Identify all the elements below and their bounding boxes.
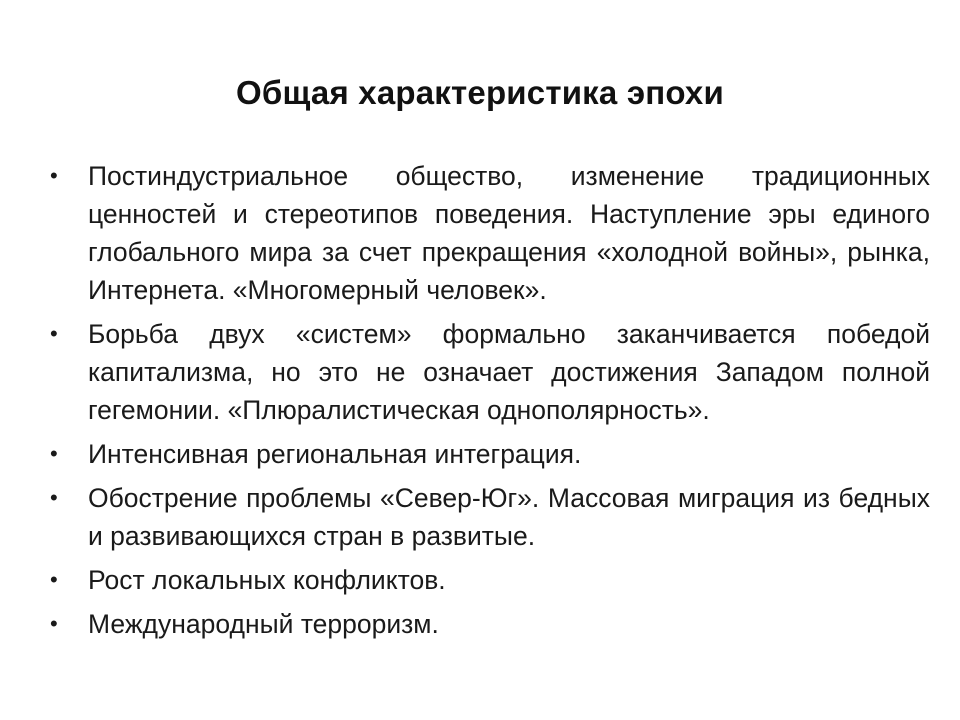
bullet-text: Постиндустриальное общество, изменение традиционных ценностей и стереотипов поведения. Наступление эры единого глобального мира за счет прекращения «холодной войны», рынка, Интернета. «Многомерный человек». bbox=[88, 161, 930, 305]
bullet-item bbox=[50, 435, 930, 473]
bullet-item bbox=[50, 315, 930, 429]
bullet-item bbox=[50, 157, 930, 309]
bullet-icon: • bbox=[50, 441, 58, 466]
bullet-text: Международный терроризм. bbox=[88, 609, 439, 639]
bullet-item bbox=[50, 605, 930, 643]
bullet-text: Рост локальных конфликтов. bbox=[88, 565, 446, 595]
slide-title: Общая характеристика эпохи bbox=[236, 74, 724, 111]
bullet-item bbox=[50, 479, 930, 555]
bullet-text: Борьба двух «систем» формально заканчивается победой капитализма, но это не означает достижения Западом полной гегемонии. «Плюралистическая однополярность». bbox=[88, 319, 930, 425]
bullet-icon: • bbox=[50, 163, 58, 188]
bullet-list bbox=[50, 157, 930, 649]
bullet-icon: • bbox=[50, 485, 58, 510]
bullet-item bbox=[50, 561, 930, 599]
bullet-icon: • bbox=[50, 321, 58, 346]
bullet-text: Интенсивная региональная интеграция. bbox=[88, 439, 582, 469]
bullet-icon: • bbox=[50, 567, 58, 592]
bullet-icon: • bbox=[50, 611, 58, 636]
bullet-text: Обострение проблемы «Север-Юг». Массовая миграция из бедных и развивающихся стран в развитые. bbox=[88, 483, 930, 551]
